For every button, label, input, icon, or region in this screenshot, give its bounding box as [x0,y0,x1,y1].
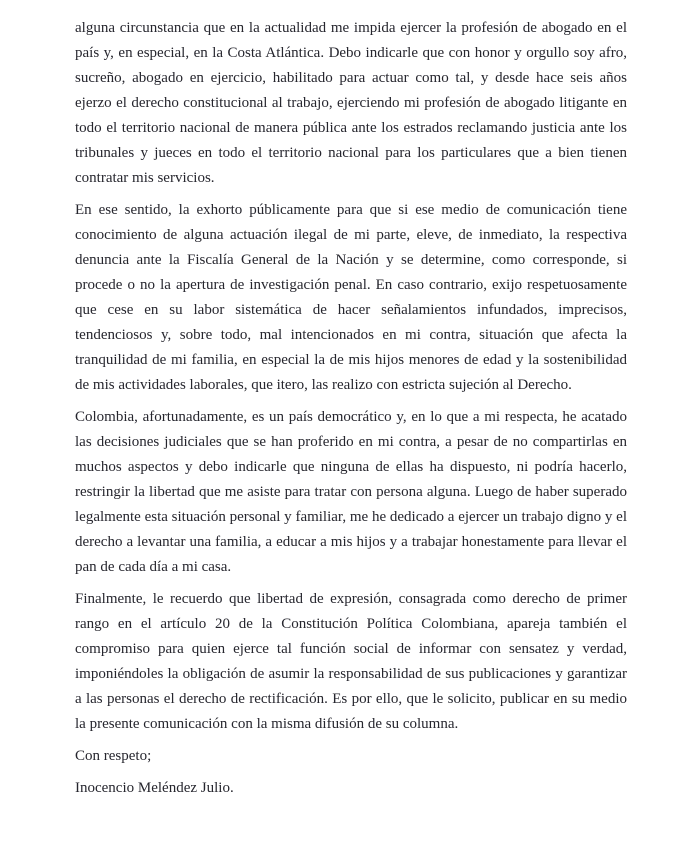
paragraph-1: alguna circunstancia que en la actualidad me impida ejercer la profesión de abogado en el país y, en especial, en la Costa Atlántica. Debo indicarle que con honor y orgullo soy afro, sucreño, abogado en ejercicio, habilitado para actuar como tal, y desde hace seis años ejerzo el derecho constitucional al trabajo, ejerciendo mi profesión de abogado litigante en todo el territorio nacional de manera pública ante los estrados reclamando justicia ante los tribunales y jueces en todo el territorio nacional para los particulares que a bien tienen contratar mis servicios. [75,20,627,186]
letter-body [75,16,627,801]
paragraph-2: En ese sentido, la exhorto públicamente para que si ese medio de comunicación tiene conocimiento de alguna actuación ilegal de mi parte, eleve, de inmediato, la respectiva denuncia ante la Fiscalía General de la Nación y se determine, como corresponde, si procede o no la apertura de investigación penal. En caso contrario, exijo respetuosamente que cese en su labor sistemática de hacer señalamientos infundados, imprecisos, tendenciosos y, sobre todo, mal intencionados en mi contra, situación que afecta la tranquilidad de mi familia, en especial la de mis hijos menores de edad y la sostenibilidad de mis actividades laborales, que itero, las realizo con estricta sujeción al Derecho. [75,202,627,393]
closing-line: Con respeto; [75,748,152,764]
paragraph-4: Finalmente, le recuerdo que libertad de expresión, consagrada como derecho de primer rango en el artículo 20 de la Constitución Política Colombiana, apareja también el compromiso para quien ejerce tal función social de informar con sensatez y verdad, imponiéndoles la obligación de asumir la responsabilidad de sus publicaciones y garantizar a las personas el derecho de rectificación. Es por ello, que le solicito, publicar en su medio la presente comunicación con la misma difusión de su columna. [75,591,627,732]
paragraph-3: Colombia, afortunadamente, es un país democrático y, en lo que a mi respecta, he acatado las decisiones judiciales que se han proferido en mi contra, a pesar de no compartirlas en muchos aspectos y debo indicarle que ninguna de ellas ha dispuesto, ni podría hacerlo, restringir la libertad que me asiste para tratar con persona alguna. Luego de haber superado legalmente esta situación personal y familiar, me he dedicado a ejercer un trabajo digno y el derecho a levantar una familia, a educar a mis hijos y a trabajar honestamente para llevar el pan de cada día a mi casa. [75,409,627,575]
signature-name: Inocencio Meléndez Julio. [75,780,234,796]
